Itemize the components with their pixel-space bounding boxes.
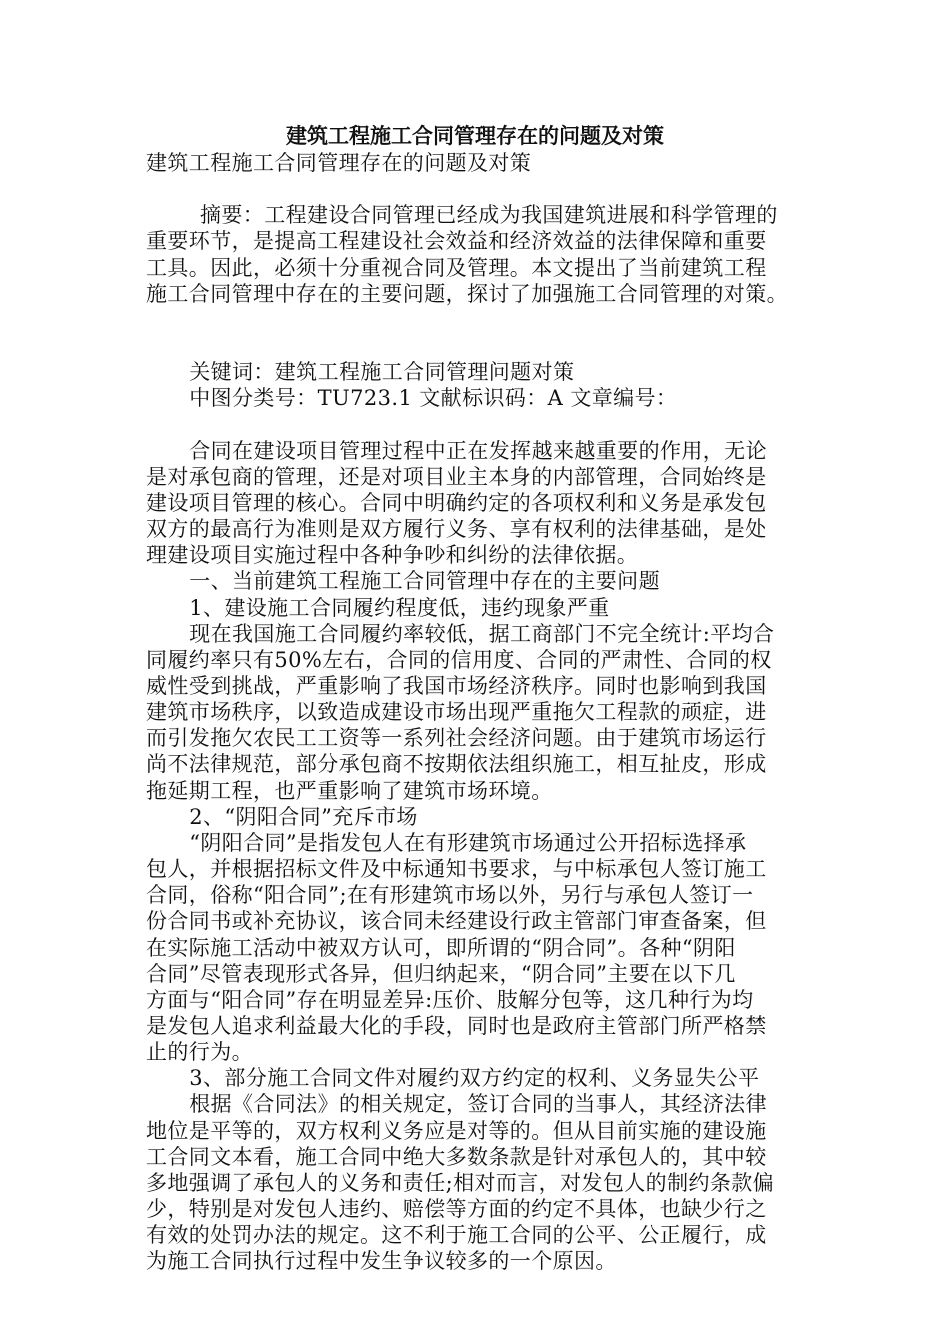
body-line: 威性受到挑战，严重影响了我国市场经济秩序。同时也影响到我国 xyxy=(146,674,767,698)
body-line: 为施工合同执行过程中发生争议较多的一个原因。 xyxy=(146,1249,617,1274)
body-line: 3、部分施工合同文件对履约双方约定的权利、义务显失公平 xyxy=(189,1066,760,1091)
body-line: 尚不法律规范，部分承包商不按期依法组织施工，相互扯皮，形成 xyxy=(146,752,767,777)
body-line: 1、建设施工合同履约程度低，违约现象严重 xyxy=(189,595,610,620)
body-line: 而引发拖欠农民工工资等一系列社会经济问题。由于建筑市场运行 xyxy=(146,726,767,751)
body-line: 包人，并根据招标文件及中标通知书要求，与中标承包人签订施工 xyxy=(146,857,767,882)
body-line: 中图分类号：TU723.1 文献标识码：A 文章编号： xyxy=(189,386,678,411)
body-line: 合同”尽管表现形式各异，但归纳起来，“阴合同”主要在以下几 xyxy=(146,961,736,986)
body-line: 双方的最高行为准则是双方履行义务、享有权利的法律基础，是处 xyxy=(146,517,767,542)
body-line: 工具。因此，必须十分重视合同及管理。本文提出了当前建筑工程 xyxy=(146,255,767,280)
body-line: 同履约率只有50%左右，合同的信用度、合同的严肃性、合同的权 xyxy=(146,647,772,672)
body-line: 关键词：建筑工程施工合同管理问题对策 xyxy=(189,360,575,385)
body-line: 有效的处罚办法的规定。这不利于施工合同的公平、公正履行，成 xyxy=(146,1223,767,1248)
body-line: 理建设项目实施过程中各种争吵和纠纷的法律依据。 xyxy=(146,543,639,568)
body-line: 建设项目管理的核心。合同中明确约定的各项权利和义务是承发包 xyxy=(146,490,767,515)
body-line: 合同，俗称“阳合同”;在有形建筑市场以外，另行与承包人签订一 xyxy=(146,883,754,908)
body-line: 建筑市场秩序，以致造成建设市场出现严重拖欠工程款的顽症，进 xyxy=(146,700,767,725)
body-line: 份合同书或补充协议，该合同未经建设行政主管部门审查备案，但 xyxy=(146,909,767,934)
body-line: 方面与“阳合同”存在明显差异:压价、肢解分包等，这几种行为均 xyxy=(146,987,754,1012)
body-line: 重要环节，是提高工程建设社会效益和经济效益的法律保障和重要 xyxy=(146,229,767,254)
body-line: 摘要：工程建设合同管理已经成为我国建筑进展和科学管理的 xyxy=(200,203,778,228)
body-line: 建筑工程施工合同管理存在的问题及对策 xyxy=(146,151,532,175)
body-line: 施工合同管理中存在的主要问题，探讨了加强施工合同管理的对策。 xyxy=(146,281,788,306)
body-line: 合同在建设项目管理过程中正在发挥越来越重要的作用，无论 xyxy=(189,438,767,463)
body-line: 多地强调了承包人的义务和责任;相对而言，对发包人的制约条款偏 xyxy=(146,1170,775,1195)
body-line: 工合同文本看，施工合同中绝大多数条款是针对承包人的，其中较 xyxy=(146,1144,767,1169)
body-line: 是对承包商的管理，还是对项目业主本身的内部管理，合同始终是 xyxy=(146,464,767,489)
body-line: 是发包人追求利益最大化的手段，同时也是政府主管部门所严格禁 xyxy=(146,1013,767,1038)
body-line: 止的行为。 xyxy=(146,1040,253,1065)
body-line: 在实际施工活动中被双方认可，即所谓的“阴合同”。各种“阴阳 xyxy=(146,935,736,960)
document-title: 建筑工程施工合同管理存在的问题及对策 xyxy=(286,124,664,148)
body-line: 少，特别是对发包人违约、赔偿等方面的约定不具体，也缺少行之 xyxy=(146,1197,767,1221)
body-line: 地位是平等的，双方权利义务应是对等的。但从目前实施的建设施 xyxy=(146,1118,767,1143)
body-line: 现在我国施工合同履约率较低，据工商部门不完全统计:平均合 xyxy=(189,621,775,646)
body-line: 根据《合同法》的相关规定，签订合同的当事人，其经济法律 xyxy=(189,1092,767,1117)
body-line: 一、当前建筑工程施工合同管理中存在的主要问题 xyxy=(189,569,660,594)
body-line: 拖延期工程，也严重影响了建筑市场环境。 xyxy=(146,778,553,803)
body-line: “阴阳合同”是指发包人在有形建筑市场通过公开招标选择承 xyxy=(189,830,747,855)
body-line: 2、“阴阳合同”充斥市场 xyxy=(189,804,418,829)
